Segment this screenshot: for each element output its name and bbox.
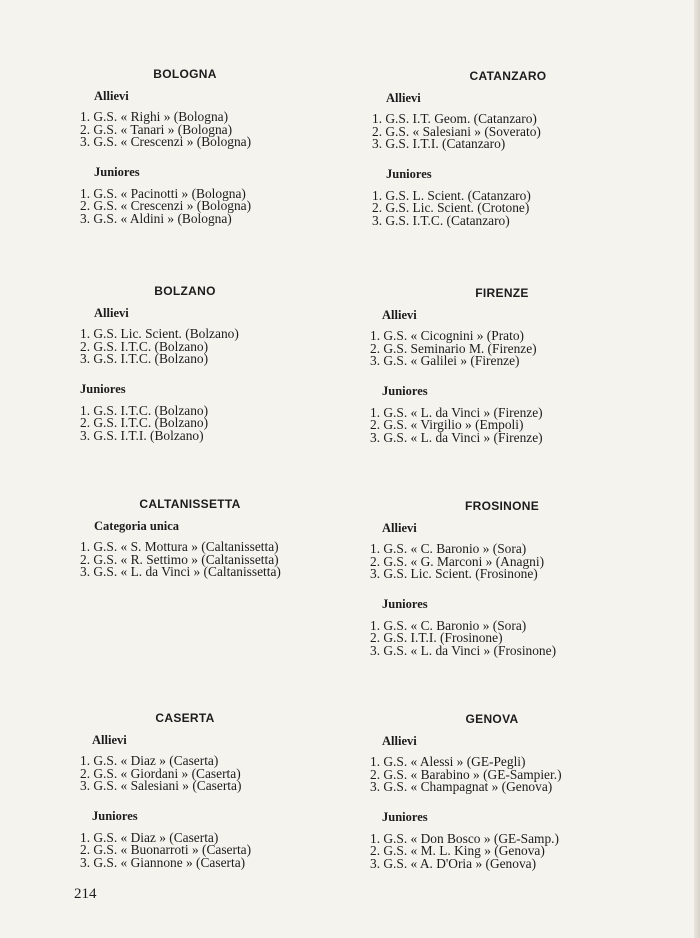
- list-item: 1. G.S. « Diaz » (Caserta): [80, 829, 219, 845]
- section-heading: Juniores: [382, 383, 428, 398]
- ranking-list: [370, 756, 626, 794]
- list-item: 2. G.S. « R. Settimo » (Caltanissetta): [80, 551, 279, 567]
- section-heading: Allievi: [92, 732, 127, 747]
- list-item: 1. G.S. « Righi » (Bologna): [80, 109, 229, 125]
- page-number: 214: [74, 886, 97, 902]
- list-item: 2. G.S. « G. Marconi » (Anagni): [370, 553, 545, 569]
- list-item: 2. G.S. « Virgilio » (Empoli): [370, 417, 524, 433]
- list-item: 1. G.S. « S. Mottura » (Caltanissetta): [80, 539, 279, 555]
- block-bologna: [80, 68, 290, 225]
- ranking-list: [370, 830, 626, 871]
- ranking-list: [80, 185, 290, 226]
- list-item: 2. G.S. « Tanari » (Bologna): [80, 121, 233, 137]
- list-item: 3. G.S. « L. da Vinci » (Firenze): [370, 429, 543, 445]
- block-firenze: [370, 287, 626, 444]
- list-item: 1. G.S. « C. Baronio » (Sora): [370, 617, 527, 633]
- block-frosinone: [370, 500, 626, 657]
- list-item: 1. G.S. « Cicognini » (Prato): [370, 328, 524, 344]
- section-heading: Juniores: [382, 596, 428, 611]
- list-item: 2. G.S. « Buonarroti » (Caserta): [80, 842, 252, 858]
- ranking-list: [370, 543, 626, 581]
- city-heading: CATANZARO: [469, 69, 547, 83]
- section-heading: Allievi: [382, 307, 417, 322]
- block-caserta: [80, 712, 290, 869]
- block-genova: [370, 713, 626, 870]
- list-item: 2. G.S. I.T.C. (Bolzano): [80, 338, 209, 354]
- ranking-list: [372, 113, 628, 151]
- section-heading: Juniores: [92, 808, 138, 823]
- list-item: 1. G.S. L. Scient. (Catanzaro): [372, 187, 531, 203]
- list-item: 3. G.S. I.T.C. (Bolzano): [80, 351, 209, 367]
- list-item: 2. G.S. Lic. Scient. (Crotone): [372, 200, 530, 216]
- block-catanzaro: [372, 70, 628, 227]
- city-heading: CASERTA: [155, 711, 215, 725]
- ranking-list: [370, 330, 626, 368]
- ranking-list: [80, 755, 290, 793]
- ranking-list: [80, 111, 290, 149]
- section-heading: Juniores: [382, 809, 428, 824]
- list-item: 2. G.S. I.T.C. (Bolzano): [80, 415, 209, 431]
- city-heading: CALTANISSETTA: [139, 497, 241, 511]
- ranking-list: [80, 402, 290, 443]
- block-bolzano: [80, 285, 290, 442]
- list-item: 3. G.S. I.T.I. (Bolzano): [80, 427, 204, 443]
- city-heading: FIRENZE: [475, 286, 529, 300]
- list-item: 3. G.S. « Crescenzi » (Bologna): [80, 134, 252, 150]
- block-caltanissetta: [80, 498, 330, 579]
- city-heading: FROSINONE: [464, 499, 540, 513]
- section-heading: Allievi: [94, 88, 129, 103]
- city-heading: BOLOGNA: [153, 67, 217, 81]
- list-item: 1. G.S. Lic. Scient. (Bolzano): [80, 326, 239, 342]
- list-item: 3. G.S. I.T.C. (Catanzaro): [372, 212, 510, 228]
- section-heading: Allievi: [94, 305, 129, 320]
- list-item: 2. G.S. « Salesiani » (Soverato): [372, 123, 541, 139]
- list-item: 3. G.S. « Galilei » (Firenze): [370, 353, 520, 369]
- page-edge: [694, 0, 700, 938]
- section-heading: Categoria unica: [94, 518, 180, 533]
- ranking-list: [80, 829, 290, 870]
- list-item: 3. G.S. I.T.I. (Catanzaro): [372, 136, 506, 152]
- list-item: 2. G.S. I.T.I. (Frosinone): [370, 630, 503, 646]
- ranking-list: [80, 541, 330, 579]
- list-item: 2. G.S. « M. L. King » (Genova): [370, 843, 545, 859]
- ranking-list: [370, 617, 626, 658]
- section-heading: Allievi: [386, 90, 421, 105]
- list-item: 3. G.S. Lic. Scient. (Frosinone): [370, 566, 538, 582]
- list-item: 1. G.S. « L. da Vinci » (Firenze): [370, 404, 543, 420]
- list-item: 3. G.S. « Salesiani » (Caserta): [80, 778, 242, 794]
- list-item: 3. G.S. « Champagnat » (Genova): [370, 779, 553, 795]
- list-item: 2. G.S. « Barabino » (GE-Sampier.): [370, 766, 562, 782]
- ranking-list: [370, 404, 626, 445]
- list-item: 3. G.S. « L. da Vinci » (Frosinone): [370, 642, 557, 658]
- city-heading: BOLZANO: [154, 284, 216, 298]
- city-heading: GENOVA: [465, 712, 519, 726]
- list-item: 1. G.S. « Diaz » (Caserta): [80, 753, 219, 769]
- list-item: 1. G.S. I.T.C. (Bolzano): [80, 402, 209, 418]
- section-heading: Juniores: [80, 381, 126, 396]
- section-heading: Juniores: [386, 166, 432, 181]
- list-item: 1. G.S. « Alessi » (GE-Pegli): [370, 754, 526, 770]
- list-item: 1. G.S. I.T. Geom. (Catanzaro): [372, 111, 537, 127]
- list-item: 2. G.S. « Crescenzi » (Bologna): [80, 198, 252, 214]
- list-item: 1. G.S. « C. Baronio » (Sora): [370, 541, 527, 557]
- section-heading: Allievi: [382, 733, 417, 748]
- list-item: 3. G.S. « L. da Vinci » (Caltanissetta): [80, 564, 281, 580]
- section-heading: Allievi: [382, 520, 417, 535]
- list-item: 1. G.S. « Don Bosco » (GE-Samp.): [370, 830, 559, 846]
- list-item: 3. G.S. « Aldini » (Bologna): [80, 210, 232, 226]
- list-item: 1. G.S. « Pacinotti » (Bologna): [80, 185, 246, 201]
- list-item: 3. G.S. « A. D'Oria » (Genova): [370, 855, 537, 871]
- ranking-list: [80, 328, 290, 366]
- section-heading: Juniores: [94, 164, 140, 179]
- list-item: 2. G.S. « Giordani » (Caserta): [80, 765, 241, 781]
- list-item: 3. G.S. « Giannone » (Caserta): [80, 854, 246, 870]
- ranking-list: [372, 187, 628, 228]
- list-item: 2. G.S. Seminario M. (Firenze): [370, 340, 537, 356]
